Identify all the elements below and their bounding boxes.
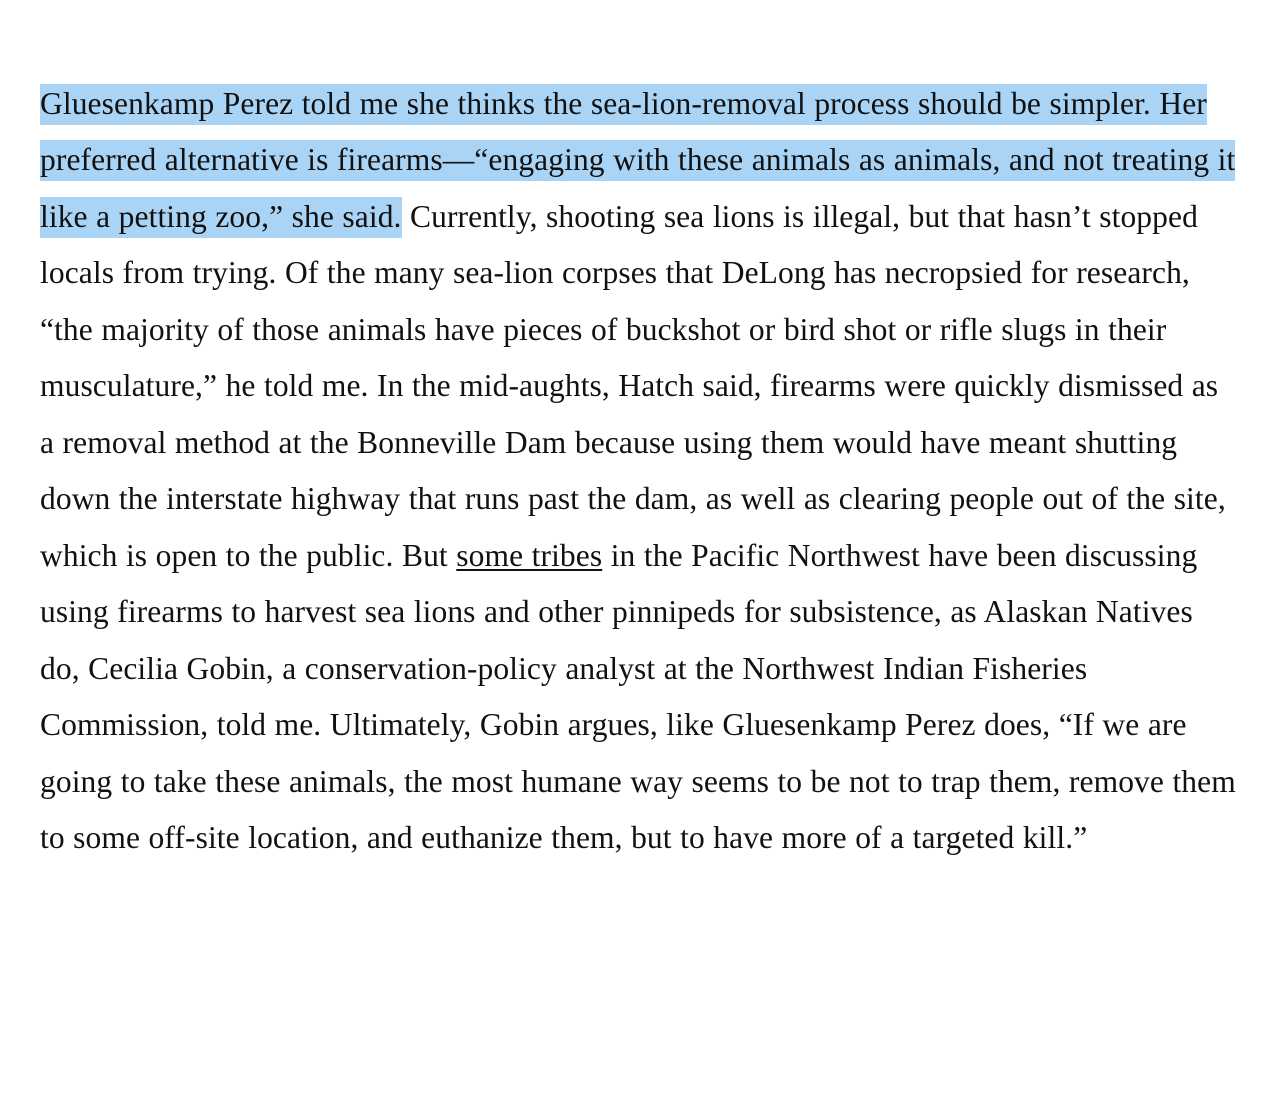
paragraph-text-segment-1: Currently, shooting sea lions is illegal, but that hasn’t stopped locals from trying. Of the many sea-lion corpses that DeLong has necropsied for research, “the majority of those animals have pieces of buckshot or bird shot or rifle slugs in their musculature,” he told me. In the mid-aughts, Hatch said, firearms were quickly dismissed as a removal method at the Bonneville Dam because using them would have meant shutting down the interstate highway that runs past the dam, as well as clearing people out of the site, which is open to the public. But [40,198,1226,573]
paragraph-text-segment-2: in the Pacific Northwest have been discussing using firearms to harvest sea lions and other pinnipeds for subsistence, as Alaskan Natives do, Cecilia Gobin, a conservation-policy analyst at the Northwest Indian Fisheries Commission, told me. Ultimately, Gobin argues, like Gluesenkamp Perez does, “If we are going to take these animals, the most humane way seems to be not to trap them, remove them to some off-site location, and euthanize them, but to have more of a targeted kill.” [40,537,1236,855]
highlighted-text-selection[interactable]: Gluesenkamp Perez told me she thinks the sea-lion-removal process should be simpler. Her preferred alternative is firearms—“engaging with these animals as animals, and not treating it like a petting zoo,” she said. [40,84,1235,238]
some-tribes-link[interactable]: some tribes [456,537,603,573]
article-paragraph [40,76,1236,867]
